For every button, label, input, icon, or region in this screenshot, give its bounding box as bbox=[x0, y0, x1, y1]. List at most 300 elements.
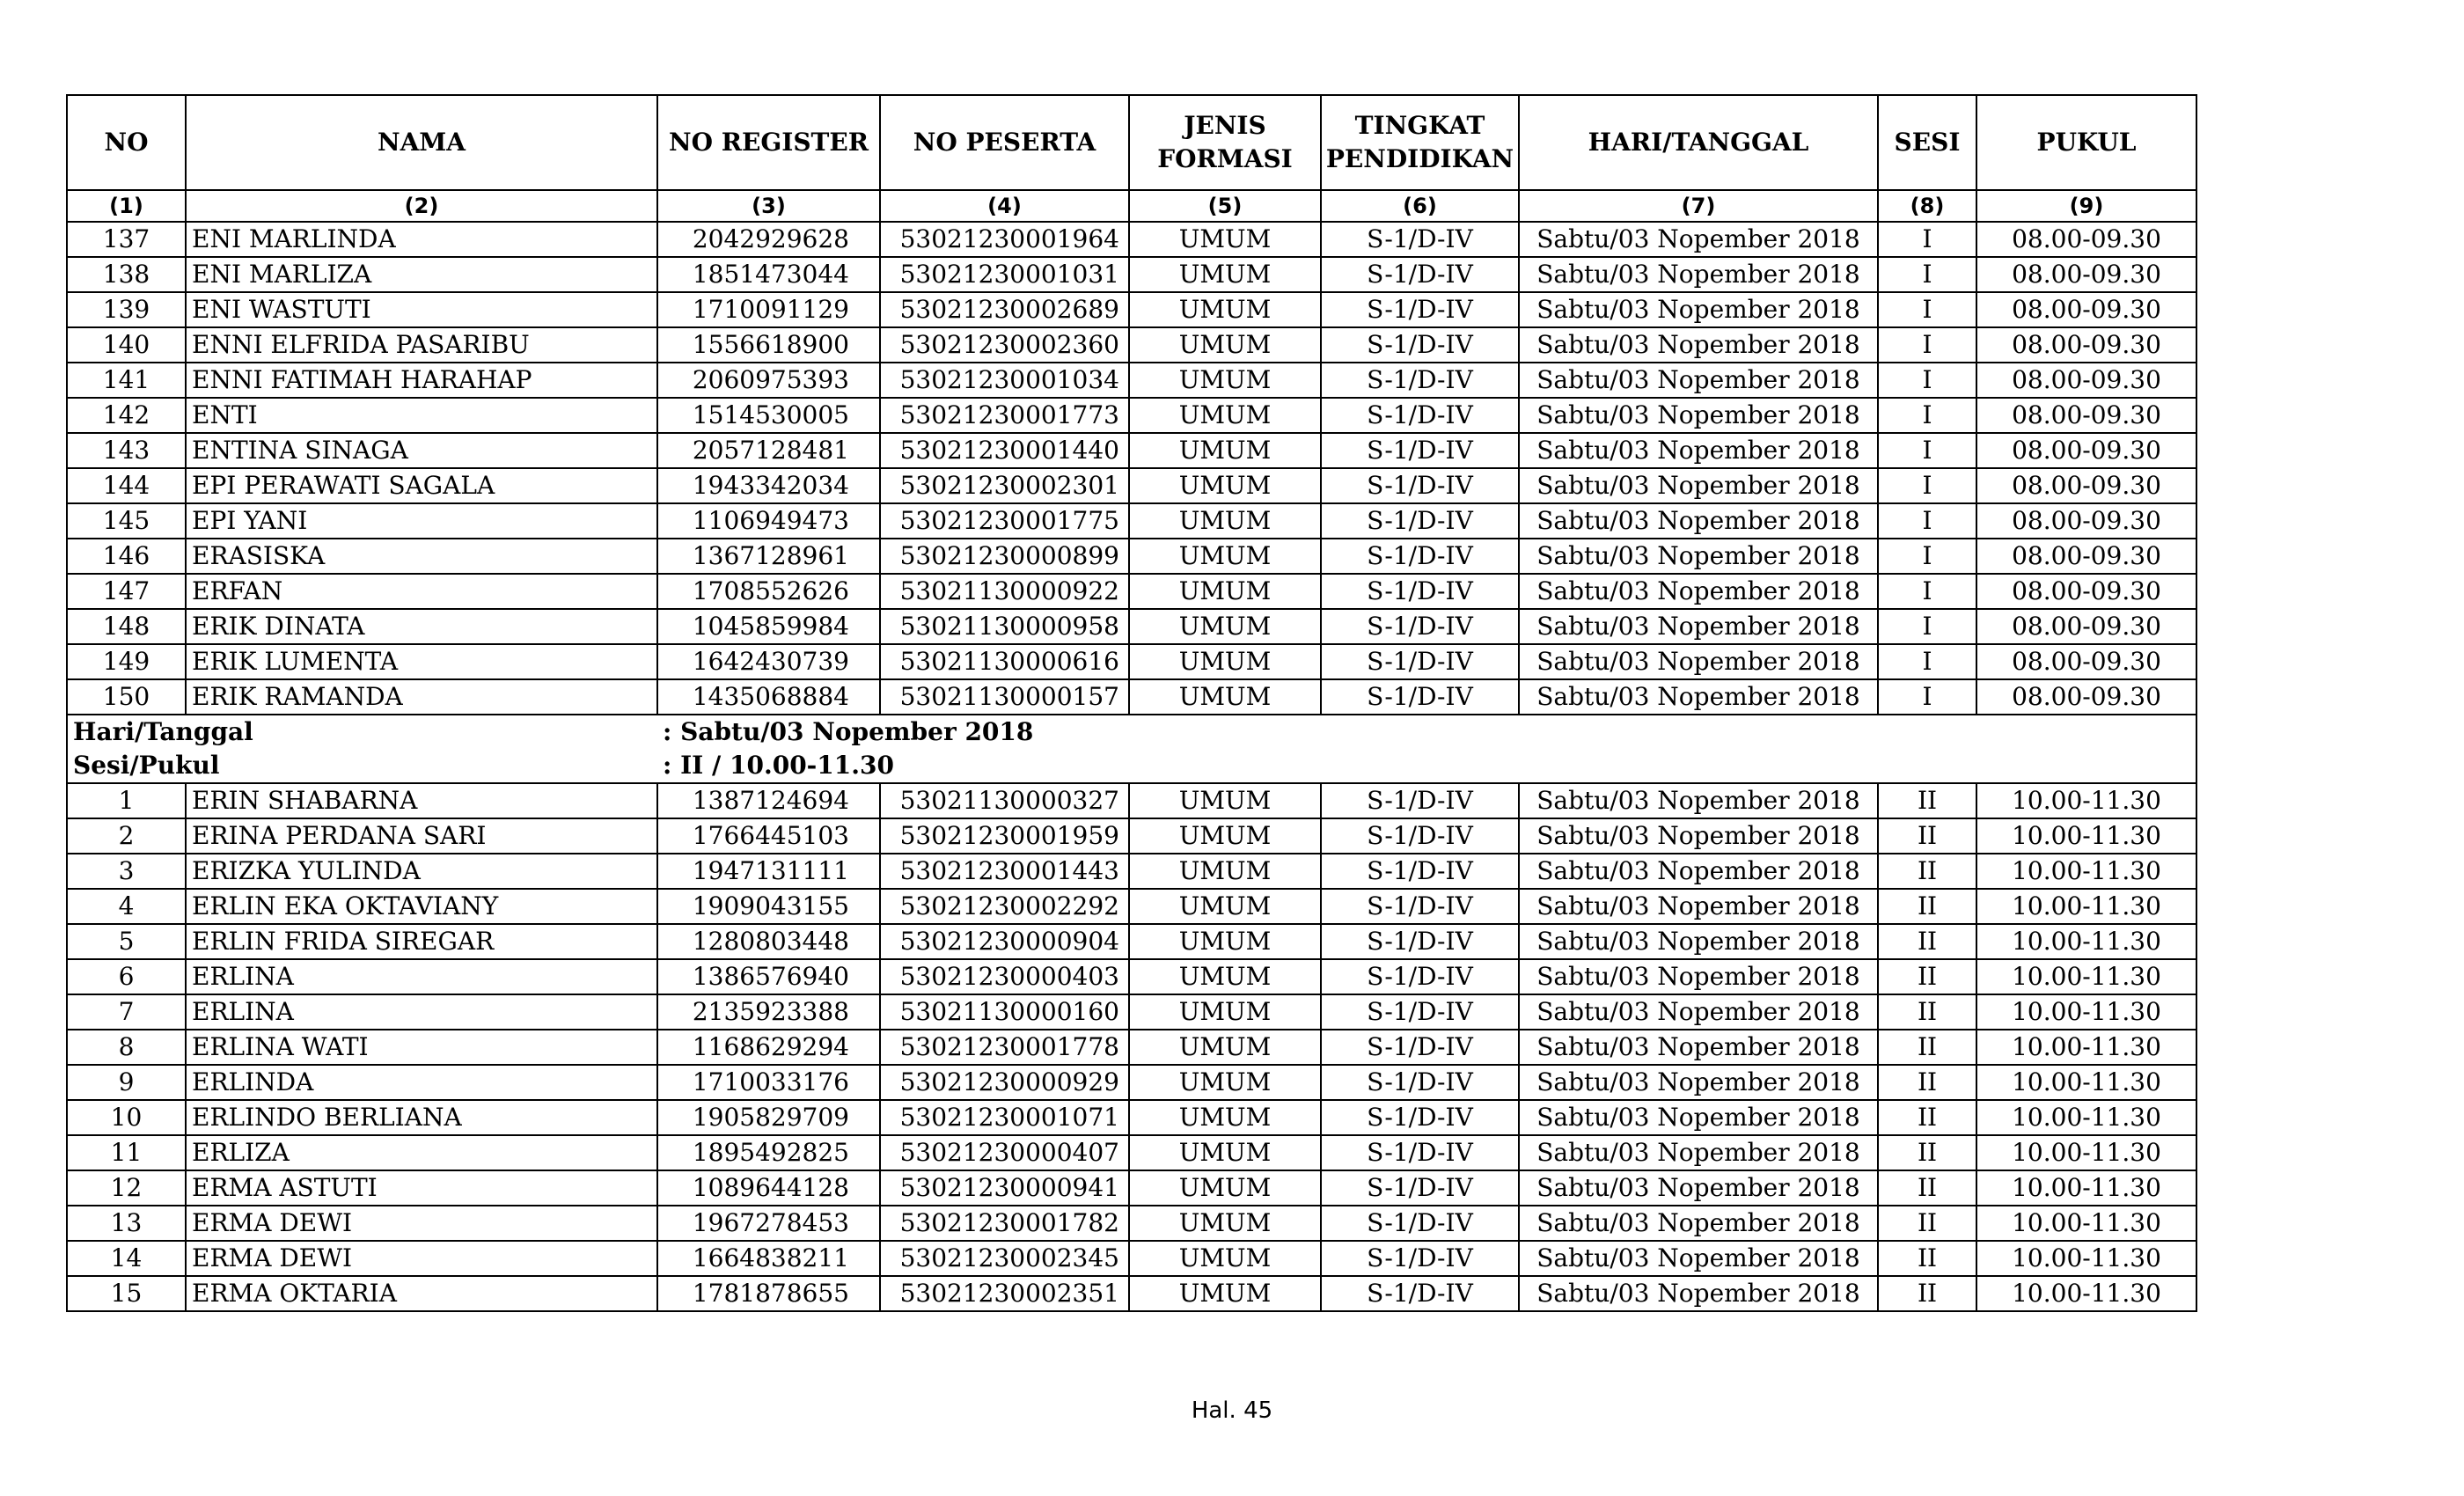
participant-table bbox=[66, 94, 2197, 1312]
cell-hari-tanggal: Sabtu/03 Nopember 2018 bbox=[1519, 398, 1878, 433]
header-hari-tanggal: HARI/TANGGAL bbox=[1519, 95, 1878, 190]
cell-no-peserta: 53021230000407 bbox=[880, 1135, 1129, 1170]
cell-pukul: 08.00-09.30 bbox=[1976, 644, 2196, 679]
cell-sesi: I bbox=[1878, 398, 1976, 433]
cell-jenis-formasi: UMUM bbox=[1129, 327, 1321, 363]
cell-no: 10 bbox=[67, 1100, 186, 1135]
cell-pukul: 08.00-09.30 bbox=[1976, 503, 2196, 539]
cell-no: 147 bbox=[67, 574, 186, 609]
cell-tingkat-pendidikan: S-1/D-IV bbox=[1321, 327, 1519, 363]
cell-jenis-formasi: UMUM bbox=[1129, 398, 1321, 433]
cell-hari-tanggal: Sabtu/03 Nopember 2018 bbox=[1519, 644, 1878, 679]
cell-nama: ENTI bbox=[186, 398, 657, 433]
cell-sesi: I bbox=[1878, 468, 1976, 503]
cell-sesi: I bbox=[1878, 539, 1976, 574]
cell-tingkat-pendidikan: S-1/D-IV bbox=[1321, 574, 1519, 609]
column-number: (2) bbox=[186, 190, 657, 222]
cell-no-peserta: 53021230001775 bbox=[880, 503, 1129, 539]
cell-nama: ERIK LUMENTA bbox=[186, 644, 657, 679]
cell-no-peserta: 53021230002351 bbox=[880, 1276, 1129, 1311]
cell-jenis-formasi: UMUM bbox=[1129, 679, 1321, 715]
cell-no-peserta: 53021230002689 bbox=[880, 292, 1129, 327]
cell-no-register: 1943342034 bbox=[657, 468, 880, 503]
cell-no: 9 bbox=[67, 1065, 186, 1100]
cell-pukul: 10.00-11.30 bbox=[1976, 1170, 2196, 1206]
cell-sesi: II bbox=[1878, 1241, 1976, 1276]
cell-sesi: I bbox=[1878, 257, 1976, 292]
cell-tingkat-pendidikan: S-1/D-IV bbox=[1321, 468, 1519, 503]
cell-pukul: 10.00-11.30 bbox=[1976, 1241, 2196, 1276]
cell-no: 140 bbox=[67, 327, 186, 363]
cell-no-register: 1435068884 bbox=[657, 679, 880, 715]
header-tingkat-pendidikan: TINGKAT PENDIDIKAN bbox=[1321, 95, 1519, 190]
table-row bbox=[67, 398, 2196, 433]
cell-jenis-formasi: UMUM bbox=[1129, 889, 1321, 924]
cell-no-peserta: 53021230001440 bbox=[880, 433, 1129, 468]
cell-hari-tanggal: Sabtu/03 Nopember 2018 bbox=[1519, 574, 1878, 609]
cell-sesi: II bbox=[1878, 818, 1976, 854]
cell-no-peserta: 53021130000157 bbox=[880, 679, 1129, 715]
cell-no-register: 1947131111 bbox=[657, 854, 880, 889]
table-row bbox=[67, 468, 2196, 503]
cell-tingkat-pendidikan: S-1/D-IV bbox=[1321, 398, 1519, 433]
header-no: NO bbox=[67, 95, 186, 190]
column-number: (9) bbox=[1976, 190, 2196, 222]
cell-no-peserta: 53021230001773 bbox=[880, 398, 1129, 433]
cell-no: 1 bbox=[67, 783, 186, 818]
cell-no-register: 2060975393 bbox=[657, 363, 880, 398]
session-time-row bbox=[67, 749, 2196, 783]
table-row bbox=[67, 644, 2196, 679]
cell-tingkat-pendidikan: S-1/D-IV bbox=[1321, 1276, 1519, 1311]
cell-no-register: 1045859984 bbox=[657, 609, 880, 644]
table-row bbox=[67, 257, 2196, 292]
cell-no: 141 bbox=[67, 363, 186, 398]
cell-no-peserta: 53021230000403 bbox=[880, 959, 1129, 994]
cell-no: 139 bbox=[67, 292, 186, 327]
cell-pukul: 10.00-11.30 bbox=[1976, 818, 2196, 854]
cell-jenis-formasi: UMUM bbox=[1129, 1206, 1321, 1241]
table-row bbox=[67, 503, 2196, 539]
cell-tingkat-pendidikan: S-1/D-IV bbox=[1321, 818, 1519, 854]
session-time-value: : II / 10.00-11.30 bbox=[657, 749, 2196, 783]
cell-hari-tanggal: Sabtu/03 Nopember 2018 bbox=[1519, 1170, 1878, 1206]
cell-no-peserta: 53021230001959 bbox=[880, 818, 1129, 854]
cell-no-peserta: 53021230002360 bbox=[880, 327, 1129, 363]
table-row bbox=[67, 574, 2196, 609]
cell-no-register: 1766445103 bbox=[657, 818, 880, 854]
table-row bbox=[67, 327, 2196, 363]
column-number: (3) bbox=[657, 190, 880, 222]
cell-nama: ENI WASTUTI bbox=[186, 292, 657, 327]
cell-no-peserta: 53021130000922 bbox=[880, 574, 1129, 609]
cell-no-peserta: 53021130000958 bbox=[880, 609, 1129, 644]
cell-sesi: I bbox=[1878, 609, 1976, 644]
cell-no: 138 bbox=[67, 257, 186, 292]
cell-pukul: 08.00-09.30 bbox=[1976, 398, 2196, 433]
table-row bbox=[67, 1276, 2196, 1311]
session-1-rows bbox=[67, 222, 2196, 715]
table-row bbox=[67, 1241, 2196, 1276]
table-row bbox=[67, 609, 2196, 644]
cell-jenis-formasi: UMUM bbox=[1129, 644, 1321, 679]
cell-sesi: I bbox=[1878, 327, 1976, 363]
cell-no: 150 bbox=[67, 679, 186, 715]
cell-sesi: I bbox=[1878, 292, 1976, 327]
cell-sesi: I bbox=[1878, 433, 1976, 468]
cell-pukul: 08.00-09.30 bbox=[1976, 679, 2196, 715]
cell-no: 8 bbox=[67, 1030, 186, 1065]
cell-pukul: 10.00-11.30 bbox=[1976, 1276, 2196, 1311]
header-no-peserta: NO PESERTA bbox=[880, 95, 1129, 190]
cell-pukul: 08.00-09.30 bbox=[1976, 433, 2196, 468]
cell-no-peserta: 53021230000941 bbox=[880, 1170, 1129, 1206]
cell-jenis-formasi: UMUM bbox=[1129, 783, 1321, 818]
cell-tingkat-pendidikan: S-1/D-IV bbox=[1321, 679, 1519, 715]
cell-hari-tanggal: Sabtu/03 Nopember 2018 bbox=[1519, 222, 1878, 257]
cell-sesi: II bbox=[1878, 1065, 1976, 1100]
cell-jenis-formasi: UMUM bbox=[1129, 609, 1321, 644]
cell-hari-tanggal: Sabtu/03 Nopember 2018 bbox=[1519, 783, 1878, 818]
header-sesi: SESI bbox=[1878, 95, 1976, 190]
cell-nama: ENTINA SINAGA bbox=[186, 433, 657, 468]
cell-jenis-formasi: UMUM bbox=[1129, 468, 1321, 503]
cell-no: 137 bbox=[67, 222, 186, 257]
cell-tingkat-pendidikan: S-1/D-IV bbox=[1321, 257, 1519, 292]
cell-jenis-formasi: UMUM bbox=[1129, 574, 1321, 609]
cell-no-register: 1664838211 bbox=[657, 1241, 880, 1276]
cell-no-peserta: 53021230001782 bbox=[880, 1206, 1129, 1241]
cell-pukul: 08.00-09.30 bbox=[1976, 292, 2196, 327]
header-pukul: PUKUL bbox=[1976, 95, 2196, 190]
cell-sesi: II bbox=[1878, 889, 1976, 924]
cell-jenis-formasi: UMUM bbox=[1129, 222, 1321, 257]
column-number: (4) bbox=[880, 190, 1129, 222]
table-row bbox=[67, 1206, 2196, 1241]
cell-no-register: 1386576940 bbox=[657, 959, 880, 994]
cell-nama: ERMA DEWI bbox=[186, 1241, 657, 1276]
cell-sesi: II bbox=[1878, 1100, 1976, 1135]
cell-tingkat-pendidikan: S-1/D-IV bbox=[1321, 783, 1519, 818]
cell-pukul: 10.00-11.30 bbox=[1976, 994, 2196, 1030]
cell-pukul: 08.00-09.30 bbox=[1976, 468, 2196, 503]
cell-tingkat-pendidikan: S-1/D-IV bbox=[1321, 1241, 1519, 1276]
cell-pukul: 08.00-09.30 bbox=[1976, 363, 2196, 398]
page-number: Hal. 45 bbox=[1191, 1397, 1273, 1424]
cell-pukul: 10.00-11.30 bbox=[1976, 1135, 2196, 1170]
cell-hari-tanggal: Sabtu/03 Nopember 2018 bbox=[1519, 679, 1878, 715]
cell-sesi: I bbox=[1878, 503, 1976, 539]
cell-jenis-formasi: UMUM bbox=[1129, 1100, 1321, 1135]
cell-no-peserta: 53021230001031 bbox=[880, 257, 1129, 292]
cell-no-register: 1089644128 bbox=[657, 1170, 880, 1206]
column-number: (7) bbox=[1519, 190, 1878, 222]
cell-sesi: II bbox=[1878, 783, 1976, 818]
cell-tingkat-pendidikan: S-1/D-IV bbox=[1321, 854, 1519, 889]
column-number: (1) bbox=[67, 190, 186, 222]
cell-nama: EPI YANI bbox=[186, 503, 657, 539]
table-row bbox=[67, 854, 2196, 889]
table-row bbox=[67, 994, 2196, 1030]
cell-pukul: 10.00-11.30 bbox=[1976, 1206, 2196, 1241]
cell-no: 145 bbox=[67, 503, 186, 539]
cell-hari-tanggal: Sabtu/03 Nopember 2018 bbox=[1519, 1065, 1878, 1100]
cell-no: 13 bbox=[67, 1206, 186, 1241]
table-row bbox=[67, 889, 2196, 924]
cell-pukul: 08.00-09.30 bbox=[1976, 539, 2196, 574]
cell-tingkat-pendidikan: S-1/D-IV bbox=[1321, 222, 1519, 257]
table-row bbox=[67, 433, 2196, 468]
cell-no: 6 bbox=[67, 959, 186, 994]
cell-pukul: 10.00-11.30 bbox=[1976, 854, 2196, 889]
cell-no-peserta: 53021230000899 bbox=[880, 539, 1129, 574]
cell-sesi: II bbox=[1878, 924, 1976, 959]
cell-tingkat-pendidikan: S-1/D-IV bbox=[1321, 1030, 1519, 1065]
cell-tingkat-pendidikan: S-1/D-IV bbox=[1321, 292, 1519, 327]
cell-pukul: 10.00-11.30 bbox=[1976, 1030, 2196, 1065]
cell-sesi: I bbox=[1878, 574, 1976, 609]
cell-no-register: 1851473044 bbox=[657, 257, 880, 292]
cell-hari-tanggal: Sabtu/03 Nopember 2018 bbox=[1519, 959, 1878, 994]
cell-jenis-formasi: UMUM bbox=[1129, 1241, 1321, 1276]
cell-nama: ERMA DEWI bbox=[186, 1206, 657, 1241]
cell-nama: ERINA PERDANA SARI bbox=[186, 818, 657, 854]
column-number: (8) bbox=[1878, 190, 1976, 222]
cell-nama: ENNI ELFRIDA PASARIBU bbox=[186, 327, 657, 363]
cell-hari-tanggal: Sabtu/03 Nopember 2018 bbox=[1519, 363, 1878, 398]
cell-jenis-formasi: UMUM bbox=[1129, 1135, 1321, 1170]
table-row bbox=[67, 1100, 2196, 1135]
cell-no: 142 bbox=[67, 398, 186, 433]
cell-jenis-formasi: UMUM bbox=[1129, 363, 1321, 398]
cell-no-register: 1556618900 bbox=[657, 327, 880, 363]
cell-pukul: 10.00-11.30 bbox=[1976, 783, 2196, 818]
cell-tingkat-pendidikan: S-1/D-IV bbox=[1321, 503, 1519, 539]
cell-hari-tanggal: Sabtu/03 Nopember 2018 bbox=[1519, 257, 1878, 292]
cell-no-register: 1514530005 bbox=[657, 398, 880, 433]
cell-pukul: 10.00-11.30 bbox=[1976, 1100, 2196, 1135]
table-header-row bbox=[67, 95, 2196, 190]
cell-hari-tanggal: Sabtu/03 Nopember 2018 bbox=[1519, 1206, 1878, 1241]
cell-no-register: 1708552626 bbox=[657, 574, 880, 609]
cell-no-peserta: 53021230000929 bbox=[880, 1065, 1129, 1100]
cell-jenis-formasi: UMUM bbox=[1129, 818, 1321, 854]
cell-sesi: II bbox=[1878, 1135, 1976, 1170]
cell-pukul: 08.00-09.30 bbox=[1976, 574, 2196, 609]
cell-no: 11 bbox=[67, 1135, 186, 1170]
cell-hari-tanggal: Sabtu/03 Nopember 2018 bbox=[1519, 539, 1878, 574]
cell-nama: ENI MARLINDA bbox=[186, 222, 657, 257]
column-number: (5) bbox=[1129, 190, 1321, 222]
session-time-label: Sesi/Pukul bbox=[67, 749, 657, 783]
table-row bbox=[67, 363, 2196, 398]
cell-no-peserta: 53021230001964 bbox=[880, 222, 1129, 257]
cell-no-peserta: 53021230002301 bbox=[880, 468, 1129, 503]
cell-jenis-formasi: UMUM bbox=[1129, 1170, 1321, 1206]
cell-hari-tanggal: Sabtu/03 Nopember 2018 bbox=[1519, 1100, 1878, 1135]
cell-pukul: 08.00-09.30 bbox=[1976, 257, 2196, 292]
cell-nama: ENNI FATIMAH HARAHAP bbox=[186, 363, 657, 398]
cell-no: 12 bbox=[67, 1170, 186, 1206]
cell-no-peserta: 53021230000904 bbox=[880, 924, 1129, 959]
cell-jenis-formasi: UMUM bbox=[1129, 539, 1321, 574]
table-row bbox=[67, 818, 2196, 854]
cell-tingkat-pendidikan: S-1/D-IV bbox=[1321, 924, 1519, 959]
cell-sesi: II bbox=[1878, 1276, 1976, 1311]
table-row bbox=[67, 292, 2196, 327]
cell-no-register: 1367128961 bbox=[657, 539, 880, 574]
session-2-rows bbox=[67, 783, 2196, 1311]
cell-no-peserta: 53021230002345 bbox=[880, 1241, 1129, 1276]
cell-sesi: II bbox=[1878, 1030, 1976, 1065]
table-row bbox=[67, 1030, 2196, 1065]
cell-hari-tanggal: Sabtu/03 Nopember 2018 bbox=[1519, 889, 1878, 924]
cell-no: 144 bbox=[67, 468, 186, 503]
cell-pukul: 10.00-11.30 bbox=[1976, 1065, 2196, 1100]
cell-sesi: II bbox=[1878, 994, 1976, 1030]
cell-jenis-formasi: UMUM bbox=[1129, 433, 1321, 468]
cell-tingkat-pendidikan: S-1/D-IV bbox=[1321, 644, 1519, 679]
cell-tingkat-pendidikan: S-1/D-IV bbox=[1321, 433, 1519, 468]
cell-sesi: I bbox=[1878, 222, 1976, 257]
cell-jenis-formasi: UMUM bbox=[1129, 1065, 1321, 1100]
cell-no-register: 2057128481 bbox=[657, 433, 880, 468]
session-date-label: Hari/Tanggal bbox=[67, 715, 657, 749]
cell-nama: ERLINA WATI bbox=[186, 1030, 657, 1065]
table-row bbox=[67, 783, 2196, 818]
column-number: (6) bbox=[1321, 190, 1519, 222]
cell-hari-tanggal: Sabtu/03 Nopember 2018 bbox=[1519, 433, 1878, 468]
cell-no-peserta: 53021130000327 bbox=[880, 783, 1129, 818]
cell-no-register: 2135923388 bbox=[657, 994, 880, 1030]
cell-no-peserta: 53021230001071 bbox=[880, 1100, 1129, 1135]
cell-nama: ERIN SHABARNA bbox=[186, 783, 657, 818]
cell-no: 5 bbox=[67, 924, 186, 959]
cell-no-register: 1280803448 bbox=[657, 924, 880, 959]
cell-pukul: 08.00-09.30 bbox=[1976, 327, 2196, 363]
cell-tingkat-pendidikan: S-1/D-IV bbox=[1321, 1170, 1519, 1206]
cell-no-register: 1905829709 bbox=[657, 1100, 880, 1135]
table-row bbox=[67, 1135, 2196, 1170]
cell-no: 143 bbox=[67, 433, 186, 468]
cell-no: 146 bbox=[67, 539, 186, 574]
column-number-row bbox=[67, 190, 2196, 222]
cell-sesi: II bbox=[1878, 959, 1976, 994]
cell-hari-tanggal: Sabtu/03 Nopember 2018 bbox=[1519, 327, 1878, 363]
cell-hari-tanggal: Sabtu/03 Nopember 2018 bbox=[1519, 994, 1878, 1030]
cell-sesi: II bbox=[1878, 1170, 1976, 1206]
cell-pukul: 10.00-11.30 bbox=[1976, 959, 2196, 994]
cell-hari-tanggal: Sabtu/03 Nopember 2018 bbox=[1519, 924, 1878, 959]
cell-nama: EPI PERAWATI SAGALA bbox=[186, 468, 657, 503]
cell-no-register: 1967278453 bbox=[657, 1206, 880, 1241]
cell-tingkat-pendidikan: S-1/D-IV bbox=[1321, 539, 1519, 574]
cell-no-peserta: 53021230002292 bbox=[880, 889, 1129, 924]
cell-hari-tanggal: Sabtu/03 Nopember 2018 bbox=[1519, 468, 1878, 503]
cell-no-register: 1168629294 bbox=[657, 1030, 880, 1065]
cell-sesi: I bbox=[1878, 644, 1976, 679]
cell-nama: ERLINDO BERLIANA bbox=[186, 1100, 657, 1135]
cell-jenis-formasi: UMUM bbox=[1129, 854, 1321, 889]
cell-hari-tanggal: Sabtu/03 Nopember 2018 bbox=[1519, 503, 1878, 539]
cell-tingkat-pendidikan: S-1/D-IV bbox=[1321, 1100, 1519, 1135]
cell-no: 3 bbox=[67, 854, 186, 889]
cell-hari-tanggal: Sabtu/03 Nopember 2018 bbox=[1519, 609, 1878, 644]
cell-tingkat-pendidikan: S-1/D-IV bbox=[1321, 1135, 1519, 1170]
cell-no-register: 1895492825 bbox=[657, 1135, 880, 1170]
cell-hari-tanggal: Sabtu/03 Nopember 2018 bbox=[1519, 1030, 1878, 1065]
cell-no: 148 bbox=[67, 609, 186, 644]
cell-no: 15 bbox=[67, 1276, 186, 1311]
cell-no-register: 1642430739 bbox=[657, 644, 880, 679]
cell-pukul: 10.00-11.30 bbox=[1976, 924, 2196, 959]
session-2-info bbox=[67, 715, 2196, 783]
session-date-row bbox=[67, 715, 2196, 749]
cell-pukul: 08.00-09.30 bbox=[1976, 222, 2196, 257]
cell-tingkat-pendidikan: S-1/D-IV bbox=[1321, 1065, 1519, 1100]
cell-no-register: 2042929628 bbox=[657, 222, 880, 257]
table-row bbox=[67, 539, 2196, 574]
cell-nama: ERMA OKTARIA bbox=[186, 1276, 657, 1311]
cell-no: 2 bbox=[67, 818, 186, 854]
cell-nama: ERIK RAMANDA bbox=[186, 679, 657, 715]
cell-no-peserta: 53021130000616 bbox=[880, 644, 1129, 679]
cell-hari-tanggal: Sabtu/03 Nopember 2018 bbox=[1519, 1135, 1878, 1170]
cell-nama: ERASISKA bbox=[186, 539, 657, 574]
header-no-register: NO REGISTER bbox=[657, 95, 880, 190]
cell-nama: ERMA ASTUTI bbox=[186, 1170, 657, 1206]
cell-no: 14 bbox=[67, 1241, 186, 1276]
cell-nama: ENI MARLIZA bbox=[186, 257, 657, 292]
cell-sesi: I bbox=[1878, 679, 1976, 715]
cell-jenis-formasi: UMUM bbox=[1129, 503, 1321, 539]
table-row bbox=[67, 924, 2196, 959]
table-row bbox=[67, 679, 2196, 715]
cell-no-register: 1106949473 bbox=[657, 503, 880, 539]
cell-no-register: 1710091129 bbox=[657, 292, 880, 327]
header-nama: NAMA bbox=[186, 95, 657, 190]
cell-sesi: I bbox=[1878, 363, 1976, 398]
cell-nama: ERLINA bbox=[186, 994, 657, 1030]
cell-nama: ERLINDA bbox=[186, 1065, 657, 1100]
cell-hari-tanggal: Sabtu/03 Nopember 2018 bbox=[1519, 1276, 1878, 1311]
cell-nama: ERIZKA YULINDA bbox=[186, 854, 657, 889]
cell-tingkat-pendidikan: S-1/D-IV bbox=[1321, 609, 1519, 644]
cell-jenis-formasi: UMUM bbox=[1129, 1276, 1321, 1311]
cell-nama: ERLIN FRIDA SIREGAR bbox=[186, 924, 657, 959]
table-row bbox=[67, 222, 2196, 257]
cell-tingkat-pendidikan: S-1/D-IV bbox=[1321, 994, 1519, 1030]
cell-nama: ERLIZA bbox=[186, 1135, 657, 1170]
cell-tingkat-pendidikan: S-1/D-IV bbox=[1321, 889, 1519, 924]
cell-jenis-formasi: UMUM bbox=[1129, 292, 1321, 327]
table-row bbox=[67, 959, 2196, 994]
table-row bbox=[67, 1170, 2196, 1206]
cell-no-register: 1710033176 bbox=[657, 1065, 880, 1100]
cell-no-register: 1781878655 bbox=[657, 1276, 880, 1311]
cell-jenis-formasi: UMUM bbox=[1129, 257, 1321, 292]
cell-jenis-formasi: UMUM bbox=[1129, 994, 1321, 1030]
cell-pukul: 08.00-09.30 bbox=[1976, 609, 2196, 644]
cell-tingkat-pendidikan: S-1/D-IV bbox=[1321, 959, 1519, 994]
cell-pukul: 10.00-11.30 bbox=[1976, 889, 2196, 924]
cell-hari-tanggal: Sabtu/03 Nopember 2018 bbox=[1519, 292, 1878, 327]
cell-hari-tanggal: Sabtu/03 Nopember 2018 bbox=[1519, 854, 1878, 889]
cell-nama: ERIK DINATA bbox=[186, 609, 657, 644]
cell-no-peserta: 53021230001034 bbox=[880, 363, 1129, 398]
session-date-value: : Sabtu/03 Nopember 2018 bbox=[657, 715, 2196, 749]
cell-no-peserta: 53021230001778 bbox=[880, 1030, 1129, 1065]
